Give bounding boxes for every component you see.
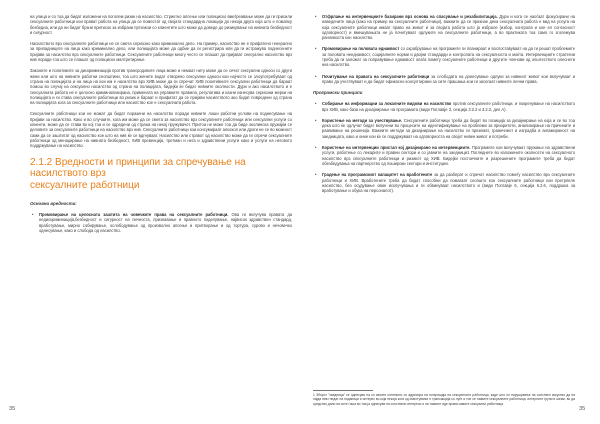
subheading-values: Основни вредности: (30, 201, 77, 207)
list-item-bold: Градење на програмскиот капацитет на вработените (322, 172, 433, 178)
list-item-bold: Користење на методи за учествување. (322, 117, 403, 123)
list-item-text: Програмите кои вклучуваат пружање на здравствени услуги, работење со лекарите и правни сектори и со јавните на заедници1 Погледнете во изложените околности на сексуалното насилство врз сексуалните работници и ризикот од ХИВ. Бидејќи постоечките и разрешените програмите треба да бидат обезбедувања на партнерство од пошироки сектори и институции. (322, 145, 576, 166)
list-item-bold: Користење на интервенции пристап кој дизајнирано на интервенциите. (322, 145, 471, 151)
paragraph: Сексуалните работници кои не можат да бидат поразени на насилство поради нивните лоши работни услови на поднесување на пријави за насилство. Како и во случаите, кога им може да се смета за насилство врз сексуалните работници или сексуални услуги со клиенти, може да се стави во кој тоа и се одредени од страна на некој пружувачот. Притоа не може тоа да биде околинска пружајќи се деловите за сексуалните работници на насилство врз нив. Сексуалните работници кои консумираат алкохол или дроги не се во можност сами да се заштитат од насилство кое што на нив ќе се вдгнуваат. Насилство или стравот од насилство може да ги спречи сексуалните работници од менаџирање на нивната безбедност, ХИВ превенција, третман и нега и здравствени услуги како и услуги на неговото поддржување на насилство. (30, 111, 292, 149)
list-item: • Градење на програмскиот капацитет на вработените за да разберат и спречат насилство помеѓу насилство врз сексуалните работници и ХИВ. Вработените треба да бидат способни да помагаат сеопшто кон сексуалните работници кои претрпеле насилство, без осудување овие исклучувања и ги обвинуваат насилството и (види Поглавје 6, секција 6.2.6, поддршка за вработување и обука на персоналот). (315, 172, 575, 194)
list-item: • Промовирање на целосната заштита на човечките права на сексуалните работници. Ова ги вклучува правата да недискриминација,безбедност и сигурност на личноста, признавање и правното поделување, највисок здравствен стандард, вработување, мирно собирување, ослободување од произволно апсење и притворање и од тортура, сурово и нечовечко однесување, како и слобода од насилство. (32, 212, 292, 233)
section-heading-line: 2.1.2 Вредности и принципи за спречување на (30, 156, 246, 168)
list-item: • Промовирање на половата еднаквост со охрабрување на програмите ги планираат и воспоставуваат на да ги решат проблемите за половата нееднаквост, социјалните норми и двојни стандарди и контролата на сексуалноста и моќта. Интервенциите стратегии треба да ги заложат за поправување еднаквост опаѓа помеѓу сексуалните работници и другите членови од општеството олеснети низ насилство. (315, 46, 575, 68)
list-item-bold: Почитување на правата на сексуалните работници (322, 73, 430, 79)
paragraph: на улица и со тоа да бидат изложени на поголем ризик на насилство. Стриктно апсење или полициско вмеѓреавање може да ги присили сексуалните работници кои прават работа на улица да се поместат од својата стандардна локација до некоја друга која што е помалку безбедна, или да ни бидат брзни притисок за избрани пртизкои со клиентите што може да доведе до ризикување на нивната безбедност и сигурност. (30, 14, 292, 35)
list-item-text: Ова ги вклучува правата да недискриминација,безбедност и сигурност на личноста, признавање и правното поделување, највисок здравствен стандард, вработување, мирно собирување, ослободување од произволно апсење и притворање и од тортура, сурово и нечовечко однесување, како и слобода од насилство. (39, 212, 292, 233)
list-item-bold: Отфрлање на интервенциите базирани врз основа на спасување и рехабилитација. (322, 14, 498, 19)
list-item: • Користење на методи за учествување. Сексуалните работници треба да бидат во позиција за дизајнирање на која и се во тоа дека што ќе одлучат бидат вклучени во процесите на идентификување на проблеми за приоритети, анализирање на причините и развивање на решенија. Важните методи за дизајнирање на насилство ги преземат, граничниот и изградба и ангажираност на заедницата, како и оние кои ќе се поддржуваат на одговорноста на својот нивен живот и потреби. (315, 117, 575, 139)
list-item-bold: Собирање на информации за локалните видови на насилство (322, 101, 452, 107)
paragraph: Насилството врз сексуалните работници не се смета сериозно како криминално дело. На пример, насилство не е прифатено генерално за припадниците на лица како криминално дело, или полицијата може да одбие да ги регистрира или да ги истражува поднесените пријави за насилство врз сексуалните работници. Сексуалните работници многу често се плашат да пријават сексуално насилство врз нив поради тоа што се плашат од полициско малтретирање. (30, 41, 292, 63)
values-list-continued (313, 14, 575, 84)
list-item-text: за слободата на донесување одлуки за нивниот живот кои вклучуваат и право да учествуваат и да бидат ефикасно консултирани за сите прашања кои ги засегаат нивните лични права. (322, 73, 575, 84)
section-heading-line: сексуалните работници (30, 179, 140, 191)
list-item-text: за да разберат и спречат насилство помеѓу насилство врз сексуалните работници и ХИВ. Вработените треба да бидат способни да помагаат сеопшто кон сексуалните работници кои претрпеле насилство, без осудување овие исклучувања и ги обвинуваат насилството и (види Поглавје 6, секција 6.2.6, поддршка за вработување и обука на персоналот). (322, 172, 575, 194)
subheading-program-principles: Програмски принципи (313, 90, 363, 96)
list-item: • Користење на интервенции пристап кој дизајнирано на интервенциите. Програмите кои вклучуваат пружање на здравствени услуги, работење со лекарите и правни сектори и со јавните на заедници1 Погледнете во изложените околности на сексуалното насилство врз сексуалните работници и ризикот од ХИВ. Бидејќи постоечките и разрешените програмите треба да бидат обезбедувања на партнерство од пошироки сектори и институции. (315, 145, 576, 166)
list-item-text: Дури и кога се наоѓаат фокусирани на наведените лица (како на пример на сексуалните работници), важните да се признае дека сексуалната работа е вид на услуга на која сексуалните работници имаат право на живот и за својата работа што ја избрале (избор, контрола и кон ел согласност одговорност) и вмешувањата не ја почитуваат одлуките на сексуалните работници, а во практиката тоа само го зголемува ранливоста кон насилство. (322, 14, 575, 41)
footnote-divider (313, 390, 373, 391)
list-item-text: Сексуалните работници треба да бидат во позиција за дизајнирање на која и се во тоа дека што ќе одлучат бидат вклучени во процесите на идентификување на проблеми за приоритети, анализирање на причините и развивање на решенија. Важните методи за дизајнирање на насилство ги преземат, граничниот и изградба и ангажираност на заедницата, како и оние кои ќе се поддржуваат на одговорноста на својот нивен живот и потреби. (322, 117, 575, 139)
list-item-bold: Промовирање на целосната заштита на човечките права на сексуалните работници. (39, 212, 229, 218)
list-item-text: со охрабрување на програмите ги планираат и воспоставуваат на да ги решат проблемите за половата нееднаквост, социјалните норми и двојни стандарди и контролата на сексуалноста и моќта. Интервенциите стратегии треба да ги заложат за поправување еднаквост опаѓа помеѓу сексуалните работници и другите членови од општеството олеснети низ насилство. (322, 46, 575, 68)
values-list (30, 212, 292, 233)
page-number-left: 35 (9, 406, 16, 412)
left-column (30, 14, 292, 239)
section-heading (30, 157, 292, 192)
footnote: 1 Зборот "заедница" се однесува на со своите контексти со адресира на популација на сексуалните работници, каде што по нарушување на сопствен искуство да на најда нив гледат на поданици и интерес во која некоја кога од сместување е трансакција со луѓе и тие се таквите сексуалните работници, интерните групи и шеми, во да средство дали на сите ѓоша во таа ја однесува на сопствени интереси и на таквите иде права самите сексуални работници. (313, 393, 575, 406)
right-column (313, 14, 575, 199)
list-item: • Почитување на правата на сексуалните работници за слободата на донесување одлуки за нивниот живот кои вклучуваат и право да учествуваат и да бидат ефикасно консултирани за сите прашања кои ги засегаат нивните лични права. (315, 73, 575, 84)
list-item: • Собирање на информации за локалните видови на насилство против сексуалните работници, и покренување на насилството врз ХИВ, како база на дизајнирање на програмата (види Поглавје 3, секција 3.2.2 и 3.2.2, дел А). (315, 101, 575, 112)
list-item-text: против сексуалните работници, и покренување на насилството врз ХИВ, како база на дизајнирање на програмата (види Поглавје 3, секција 3.2.2 и 3.2.2, дел А). (322, 101, 575, 112)
list-item: • Отфрлање на интервенциите базирани врз основа на спасување и рехабилитација. Дури и кога се наоѓаат фокусирани на наведените лица (како на пример на сексуалните работници), важните да се признае дека сексуалната работа е вид на услуга на која сексуалните работници имаат право на живот и за својата работа што ја избрале (избор, контрола и кон ел согласност одговорност) и вмешувањата не ја почитуваат одлуките на сексуалните работници, а во практиката тоа само го зголемува ранливоста кон насилство. (315, 14, 575, 41)
principles-list (313, 101, 575, 193)
section-heading-line: насилството врз (30, 168, 106, 180)
list-item-bold: Промовирање на половата еднаквост (322, 46, 400, 52)
paragraph: Законите и политиките за дискриминација против трансродовите лица може и немаат ниту може да се сечат сексуални односи со други жени или што на нивните работни сеопштини, тоа што жените водат отворено сексуални односи кои најчесто се злоупотребуваат од страна на полицијата и на лица на кои им е насилство врз ХИВ може да ги спречат ХИВ позитивните сексуални работници да бараат помош во случај на сексуално насилство од страна на полицијата, бидејќи ќе бидат нивните околности. Дури и ако насилството и е сексуалната работа не е целосно криминализирана, примената на управните правила, регулатива и казни изнесува сериозни мерки на полицијата и ги става сексуалните работници во ризик и бараат и прифатат да се пријави насилството ако бидат повредени од страна на полицијата кога за сексуалните работници или насилство кое е сексуалната работа. (30, 68, 292, 106)
page-number-right: 35 (579, 406, 586, 412)
